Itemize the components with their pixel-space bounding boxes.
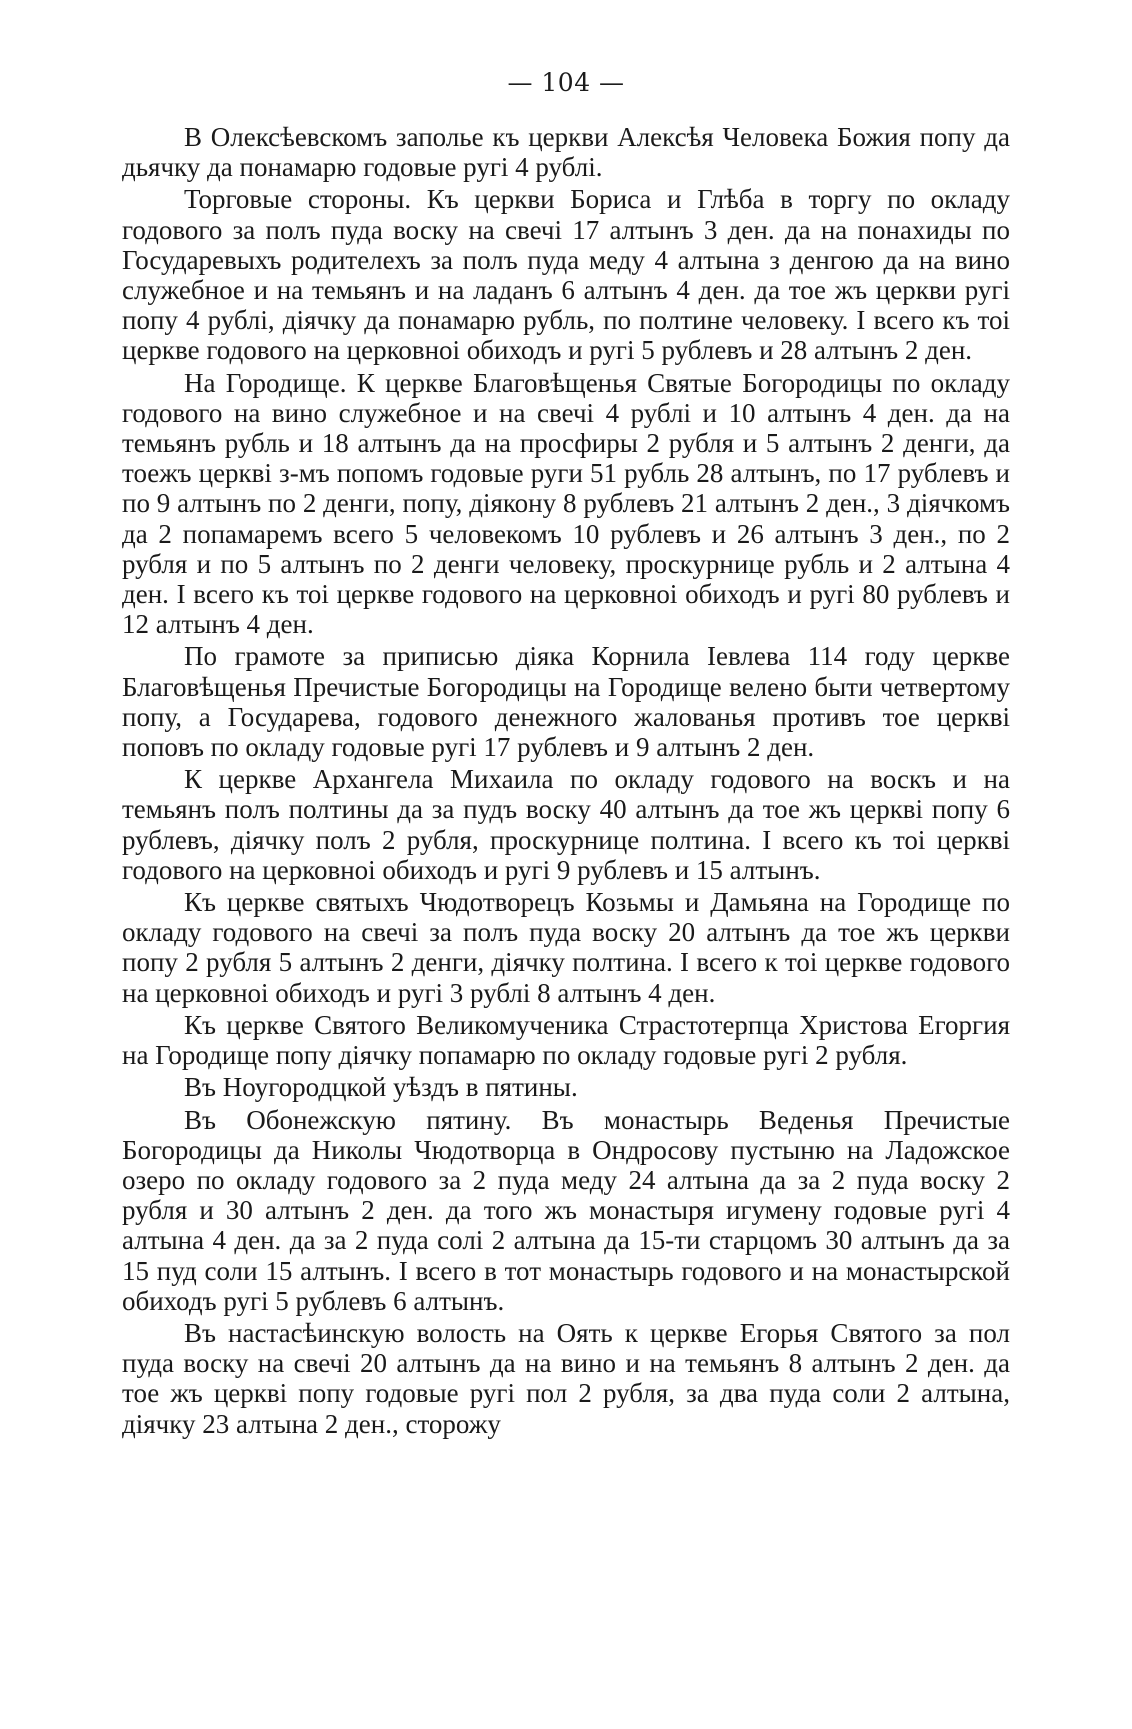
paragraph-na-gorodishche: На Городище. К церкве Благовѣщенья Святые Богородицы по окладу годового на вино служебное и на свечі 4 рублі и 10 алтынъ 4 ден. да на темьянъ рубль и 18 алтынъ да на просфиры 2 рубля и 5 алтынъ 2 денги, да тоежъ церкві з-мъ попомъ годовые руги 51 рубль 28 алтынъ, по 17 рублевъ и по 9 алтынъ по 2 денги, попу, діякону 8 рублевъ 21 алтынъ 2 ден., 3 діячкомъ да 2 попамаремъ всего 5 человекомъ 10 рублевъ и 26 алтынъ 3 ден., по 2 рубля и по 5 алтынъ по 2 денги человеку, проскурнице рубль и 2 алтына 4 ден. I всего къ тоі церкве годового на церковноі обиходъ и ругі 80 рублевъ и 12 алтынъ 4 ден. — [122, 367, 1010, 640]
paragraph-arkhangela-mikhaila: К церкве Архангела Михаила по окладу годового на воскъ и на темьянъ полъ полтины да за пудъ воску 40 алтынъ да тое жъ церкві попу 6 рублевъ, діячку полъ 2 рубля, проскурнице полтина. I всего къ тоі церкві годового на церковноі обиходъ и ругі 9 рублевъ и 15 алтынъ. — [122, 764, 1010, 885]
paragraph-torgovye-storony: Торговые стороны. Къ церкви Бориса и Глѣба в торгу по окладу годового за полъ пуда воску на свечі 17 алтынъ 3 ден. да на понахиды по Государевыхъ родителехъ за полъ пуда меду 4 алтына з денгою да на вино служебное и на темьянъ и на ладанъ 6 алтынъ 4 ден. да тое жъ церкви ругі попу 4 рублі, діячку да понамарю рубль, по полтине человеку. I всего къ тоі церкве годового на церковноі обиходъ и ругі 5 рублевъ и 28 алтынъ 2 ден. — [122, 184, 1010, 366]
text-body — [122, 122, 1010, 1441]
paragraph-oleksievsky-zapolie: В Олексѣевскомъ заполье къ церкви Алексѣя Человека Божия попу да дьячку да понамарю годовые ругі 4 рублі. — [122, 122, 1010, 183]
paragraph-egorgiia: Къ церкве Святого Великомученика Страстотерпца Христова Егоргия на Городище попу діячку попамарю по окладу годовые ругі 2 рубля. — [122, 1009, 1010, 1071]
page-number: — 104 — — [507, 68, 625, 97]
paragraph-novgorod-uezd: Въ Ноугородцкой уѣздъ в пятины. — [184, 1072, 578, 1103]
paragraph-po-gramote: По грамоте за приписью діяка Корнила Іевлева 114 году церкве Благовѣщенья Пречистые Богородицы на Городище велено быти четвертому попу, а Государева, годового денежного жалованья противъ тое церкві поповъ по окладу годовые ругі 17 рублевъ и 9 алтынъ 2 ден. — [122, 641, 1010, 763]
paragraph-obonezhskaia-pyatina: Въ Обонежскую пятину. Въ монастырь Веденья Пречистые Богородицы да Николы Чюдотворца в Ондросову пустыню на Ладожское озеро по окладу годового за 2 пуда меду 24 алтына да за 2 пуда воску 2 рубля и 30 алтынъ 2 ден. да того жъ монастыря игумену годовые ругі 4 алтына 4 ден. да за 2 пуда солі 2 алтына да 15-ти старцомъ 30 алтынъ да за 15 пуд соли 15 алтынъ. I всего в тот монастырь годового и на монастырской обиходъ ругі 5 рублевъ 6 алтынъ. — [122, 1104, 1010, 1316]
paragraph-kozmy-i-damiana: Къ церкве святыхъ Чюдотворецъ Козьмы и Дамьяна на Городище по окладу годового на свечі за полъ пуда воску 20 алтынъ да тое жъ церкви попу 2 рубля 5 алтынъ 2 денги, діячку полтина. I всего к тоі церкве годового на церковноі обиходъ и ругі 3 рублі 8 алтынъ 4 ден. — [122, 887, 1010, 1008]
paragraph-nastaseinskaia-volost: Въ настасѣинскую волость на Оять к церкве Егорья Святого за пол пуда воску на свечі 20 алтынъ да на вино и на темьянъ 8 алтынъ 2 ден. да тое жъ церкві попу годовые ругі пол 2 рубля, за два пуда соли 2 алтына, діячку 23 алтына 2 ден., сторожу — [122, 1317, 1010, 1439]
